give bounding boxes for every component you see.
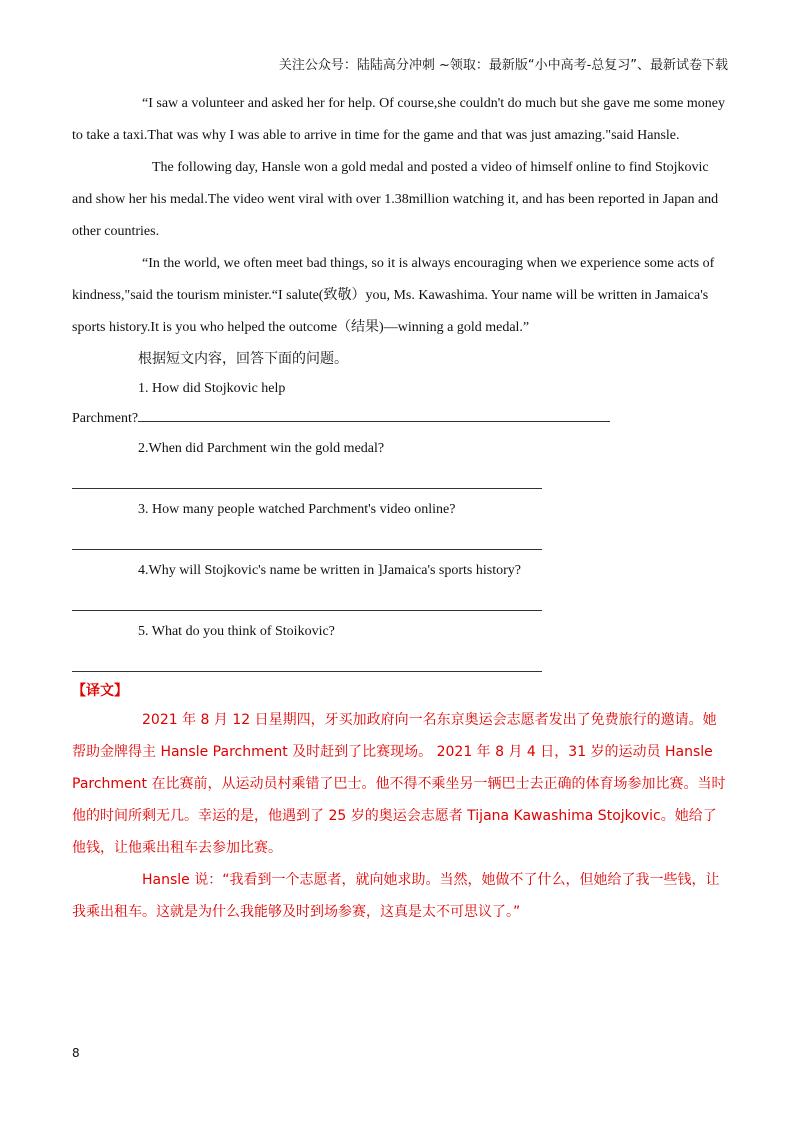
- question-2: 2.When did Parchment win the gold medal?: [138, 441, 385, 456]
- document-body: [72, 88, 728, 928]
- translation-paragraph-1: 2021 年 8 月 12 日星期四，牙买加政府向一名东京奥运会志愿者发出了免费旅行的邀请。她帮助金牌得主 Hansle Parchment 及时赶到了比赛现场。 2021 年 8 月 4 日，31 岁的运动员 Hansle Parchment 在比赛前，从运动员村乘错了巴士。他不得不乘坐另一辆巴士去正确的体育场参加比赛。当时他的时间所剩无几。幸运的是，他遇到了 25 岁的奥运会志愿者 Tijana Kawashima Stojkovic。她给了他钱，让他乘出租车去参加比赛。: [72, 712, 726, 856]
- page-header: 关注公众号：陆陆高分冲刺 ~领取：最新版“小中高考-总复习”、最新试卷下载: [278, 58, 728, 73]
- question-1: 1. How did Stojkovic help: [138, 381, 286, 396]
- answer-line-1[interactable]: [138, 407, 610, 422]
- paragraph-1: “I saw a volunteer and asked her for help. Of course,she couldn't do much but she gave me some money to take a taxi.That was why I was able to arrive in time for the game and that was just amazing."said Hansle.: [72, 96, 725, 143]
- question-4: 4.Why will Stojkovic's name be written in ]Jamaica's sports history?: [138, 563, 521, 578]
- answer-line-3[interactable]: [72, 525, 542, 550]
- instruction: 根据短文内容，回答下面的问题。: [138, 351, 348, 367]
- page-number: 8: [72, 1046, 80, 1060]
- question-1-cont: [72, 404, 728, 434]
- answer-line-5[interactable]: [72, 647, 542, 672]
- paragraph-3: “In the world, we often meet bad things, so it is always encouraging when we experience some acts of kindness,"said the tourism minister.“I salute(致敬）you, Ms. Kawashima. Your name will be written in Jamaica's sports history.It is you who helped the outcome（结果)—winning a gold medal.”: [72, 256, 715, 335]
- answer-line-2[interactable]: [72, 464, 542, 489]
- translation-paragraph-2: Hansle 说：“我看到一个志愿者，就向她求助。当然，她做不了什么，但她给了我一些钱，让我乘出租车。这就是为什么我能够及时到场参赛，这真是太不可思议了。”: [72, 872, 720, 920]
- question-1-tail: Parchment?: [72, 411, 139, 426]
- answer-line-4[interactable]: [72, 586, 542, 611]
- paragraph-2: The following day, Hansle won a gold medal and posted a video of himself online to find Stojkovic and show her his medal.The video went viral with over 1.38million watching it, and has been reported in Japan and other countries.: [72, 160, 719, 239]
- translation-tag: 【译文】: [72, 683, 128, 699]
- question-5: 5. What do you think of Stoikovic?: [138, 624, 335, 639]
- question-3: 3. How many people watched Parchment's video online?: [138, 502, 456, 517]
